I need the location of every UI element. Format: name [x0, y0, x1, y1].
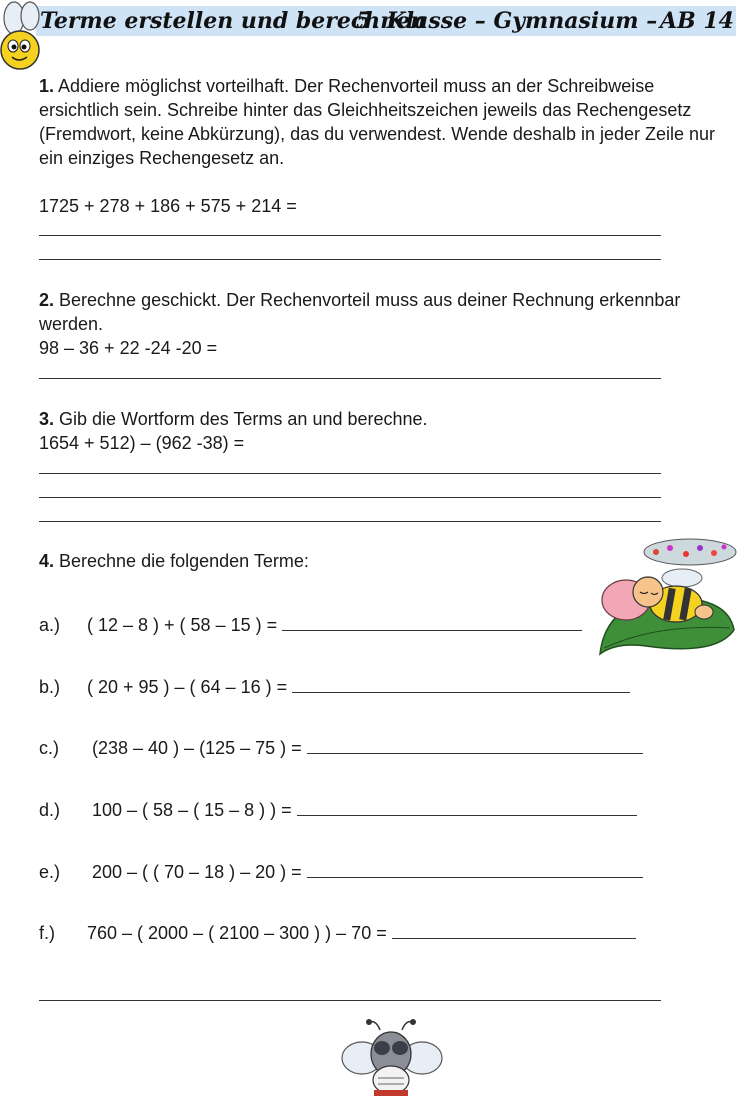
answer-line[interactable]	[39, 1000, 661, 1001]
answer-line[interactable]	[307, 859, 643, 878]
term-label: b.)	[39, 677, 61, 697]
term-label: f.)	[39, 923, 55, 943]
term-expression: 100 – ( 58 – ( 15 – 8 ) ) =	[87, 800, 292, 820]
task2-expression: 98 – 36 + 22 -24 -20 =	[39, 338, 218, 358]
term-label: a.)	[39, 615, 61, 635]
term-expression: ( 12 – 8 ) + ( 58 – 15 ) =	[87, 615, 278, 635]
task1-text: Addiere möglichst vorteilhaft. Der Rechenvorteil muss an der Schreibweise ersichtlich sein. Schreibe hinter das Gleichheitszeichen jeweils das Rechengesetz (Fremdwort, keine Abkürzung), das du verwendest. Wende deshalb in jeder Zeile nur ein einziges Rechengesetz an.	[39, 76, 716, 168]
term-expression: (238 – 40 ) – (125 – 75 ) =	[87, 738, 302, 758]
fly-icon	[340, 1018, 444, 1096]
term-expression: 200 – ( ( 70 – 18 ) – 20 ) =	[87, 862, 302, 882]
task2-number: 2.	[39, 290, 55, 310]
answer-line[interactable]	[39, 378, 661, 379]
answer-line[interactable]	[392, 920, 636, 939]
task2-text: Berechne geschickt. Der Rechenvorteil muss aus deiner Rechnung erkennbar werden.	[39, 290, 681, 334]
task2-instruction	[39, 288, 729, 336]
answer-line[interactable]	[39, 521, 661, 522]
worksheet-header	[36, 6, 736, 36]
term-row-d	[39, 797, 637, 822]
answer-line[interactable]	[39, 497, 661, 498]
task3-text: Gib die Wortform des Terms an und berechne.	[54, 409, 428, 429]
term-row-c	[39, 735, 643, 760]
bee-head-icon	[0, 0, 50, 80]
answer-line[interactable]	[297, 797, 637, 816]
task1-number: 1.	[39, 76, 55, 96]
answer-line[interactable]	[39, 473, 661, 474]
term-row-a	[39, 612, 582, 637]
term-label: e.)	[39, 862, 61, 882]
task4-number: 4.	[39, 551, 55, 571]
term-label: d.)	[39, 800, 61, 820]
term-row-f	[39, 920, 636, 945]
task3-number: 3.	[39, 409, 55, 429]
task1-instruction	[39, 74, 729, 170]
answer-line[interactable]	[292, 674, 630, 693]
header-grade: 5. Klasse – Gymnasium –	[356, 8, 658, 34]
answer-line[interactable]	[39, 235, 661, 236]
sleeping-bee-on-leaf-icon	[596, 538, 738, 658]
task1-expression: 1725 + 278 + 186 + 575 + 214 =	[39, 196, 297, 216]
term-row-e	[39, 859, 643, 884]
answer-line[interactable]	[307, 735, 643, 754]
header-code: AB 14	[660, 8, 734, 34]
answer-line[interactable]	[39, 259, 661, 260]
term-label: c.)	[39, 738, 59, 758]
term-row-b	[39, 674, 630, 699]
answer-line[interactable]	[282, 612, 582, 631]
header-title: Terme erstellen und berechnen	[40, 8, 427, 34]
task3-expression: 1654 + 512) – (962 -38) =	[39, 433, 245, 453]
task3-instruction	[39, 407, 729, 431]
term-expression: 760 – ( 2000 – ( 2100 – 300 ) ) – 70 =	[87, 923, 387, 943]
term-expression: ( 20 + 95 ) – ( 64 – 16 ) =	[87, 677, 288, 697]
task4-text: Berechne die folgenden Terme:	[54, 551, 309, 571]
